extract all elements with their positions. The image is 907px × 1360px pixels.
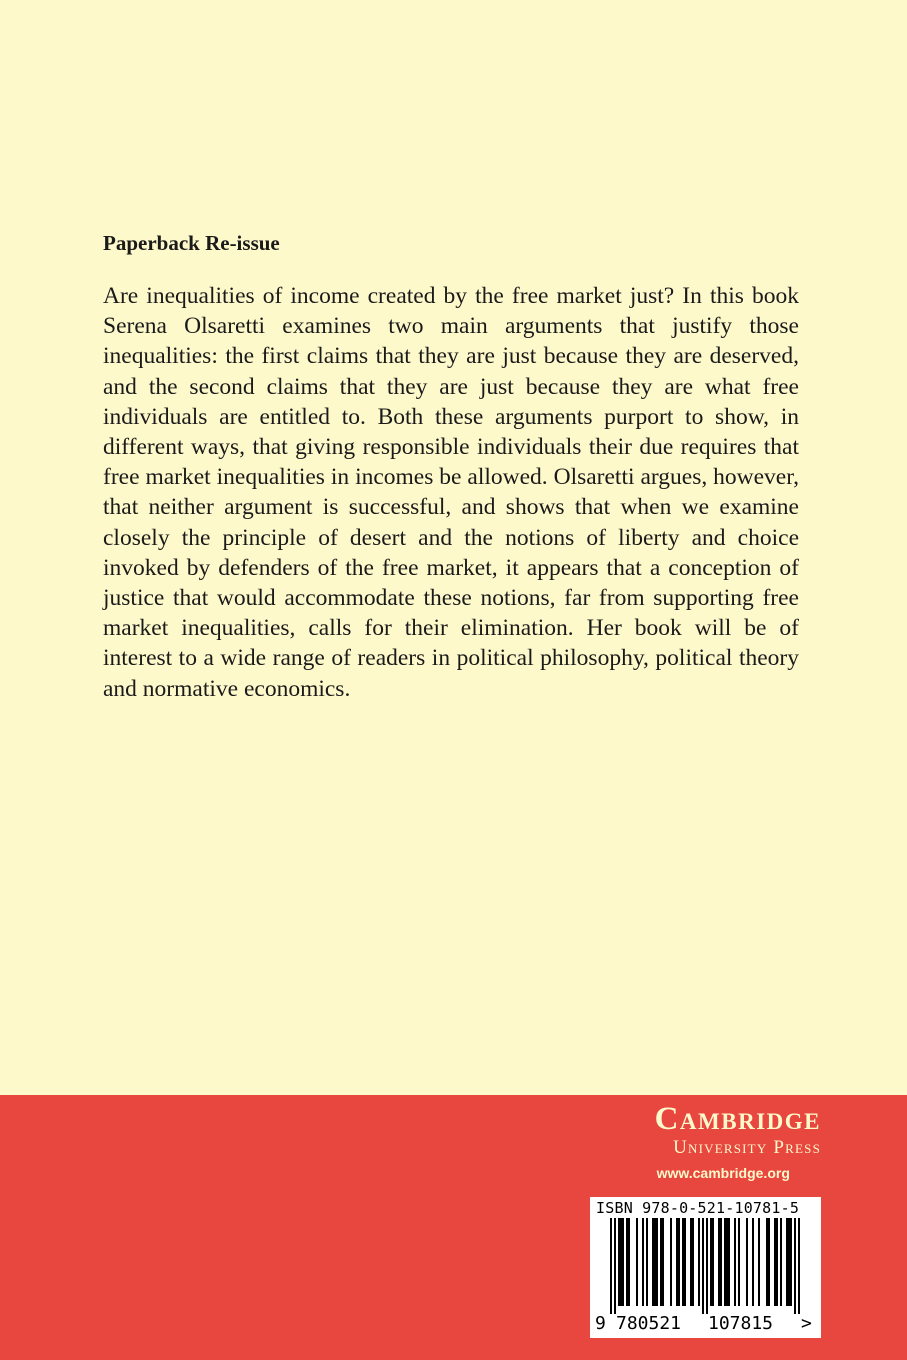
publisher-name: Cambridge xyxy=(654,1101,821,1137)
barcode-bar xyxy=(780,1218,782,1306)
barcode-bar xyxy=(734,1218,736,1306)
barcode-bar xyxy=(752,1218,754,1306)
barcode-bar xyxy=(776,1218,778,1306)
barcode-guard-bar xyxy=(702,1218,704,1314)
barcode-bar xyxy=(724,1218,726,1306)
barcode-bar xyxy=(646,1218,648,1306)
isbn-digits xyxy=(590,1313,821,1335)
barcode-bar xyxy=(726,1218,728,1306)
edition-heading: Paperback Re-issue xyxy=(103,231,280,255)
barcode-bar xyxy=(660,1218,662,1306)
barcode-bar xyxy=(712,1218,714,1306)
isbn-digits-left: 780521 xyxy=(616,1313,682,1334)
book-description: Are inequalities of income created by the free market just? In this book Serena Olsaretti examines two main arguments that justify those inequalities: the first claims that they are just because they are deserved, and the second claims that they are just because they are what free individuals are entitled to. Both these arguments purport to show, in different ways, that giving responsible individuals their due requires that free market inequalities in incomes be allowed. Olsaretti argues, however, that neither argument is successful, and shows that when we examine closely the principle of desert and the notions of liberty and choice invoked by defenders of the free market, it appears that a conception of justice that would accommodate these notions, far from supporting free market inequalities, calls for their elimination. Her book will be of interest to a wide range of readers in political philosophy, political theory and normative economics. xyxy=(103,283,799,702)
barcode-bar xyxy=(654,1218,656,1306)
barcode-bar xyxy=(692,1218,694,1306)
barcode-bar xyxy=(690,1218,692,1306)
barcode-bar xyxy=(738,1218,740,1306)
barcode-bar xyxy=(628,1218,630,1306)
barcode-bar xyxy=(622,1218,624,1306)
barcode-bar xyxy=(682,1218,684,1306)
isbn-digits-right: 107815 xyxy=(708,1313,774,1334)
barcode-guard-bar xyxy=(610,1218,612,1314)
barcode-bar xyxy=(642,1218,644,1306)
barcode-bar xyxy=(758,1218,760,1306)
barcode-bar xyxy=(656,1218,658,1306)
publisher-logo xyxy=(655,1102,821,1186)
barcode-bar xyxy=(626,1218,628,1306)
barcode-bar xyxy=(662,1218,664,1306)
barcode-block xyxy=(590,1197,821,1338)
barcode-bar xyxy=(774,1218,776,1306)
barcode-bar xyxy=(636,1218,638,1306)
barcode-guard-bar xyxy=(794,1218,796,1314)
barcode-bar xyxy=(720,1218,722,1306)
barcode-bar xyxy=(618,1218,620,1306)
barcode-guard-bar xyxy=(614,1218,616,1314)
isbn-label: ISBN 978-0-521-10781-5 xyxy=(596,1199,800,1217)
publisher-website: www.cambridge.org xyxy=(656,1165,790,1181)
isbn-end-mark: > xyxy=(801,1313,812,1334)
barcode-bar xyxy=(718,1218,720,1306)
barcode-bar xyxy=(768,1218,770,1306)
barcode-bar xyxy=(790,1218,792,1306)
isbn-digit-lead: 9 xyxy=(595,1313,606,1334)
barcode-guard-bar xyxy=(706,1218,708,1314)
barcode-bar xyxy=(786,1218,788,1306)
barcode-bar xyxy=(710,1218,712,1306)
barcode-bar xyxy=(678,1218,680,1306)
barcode-bar xyxy=(684,1218,686,1306)
barcode-bar xyxy=(652,1218,654,1306)
publisher-subtitle: University Press xyxy=(673,1137,821,1158)
barcode-bar xyxy=(698,1218,700,1306)
barcode-bar xyxy=(620,1218,622,1306)
barcode-bar xyxy=(728,1218,730,1306)
barcode-bars xyxy=(590,1218,821,1314)
barcode-bar xyxy=(788,1218,790,1306)
barcode-bar xyxy=(670,1218,672,1306)
barcode-bar xyxy=(746,1218,748,1306)
barcode-bar xyxy=(766,1218,768,1306)
barcode-bar xyxy=(676,1218,678,1306)
barcode-guard-bar xyxy=(798,1218,800,1314)
